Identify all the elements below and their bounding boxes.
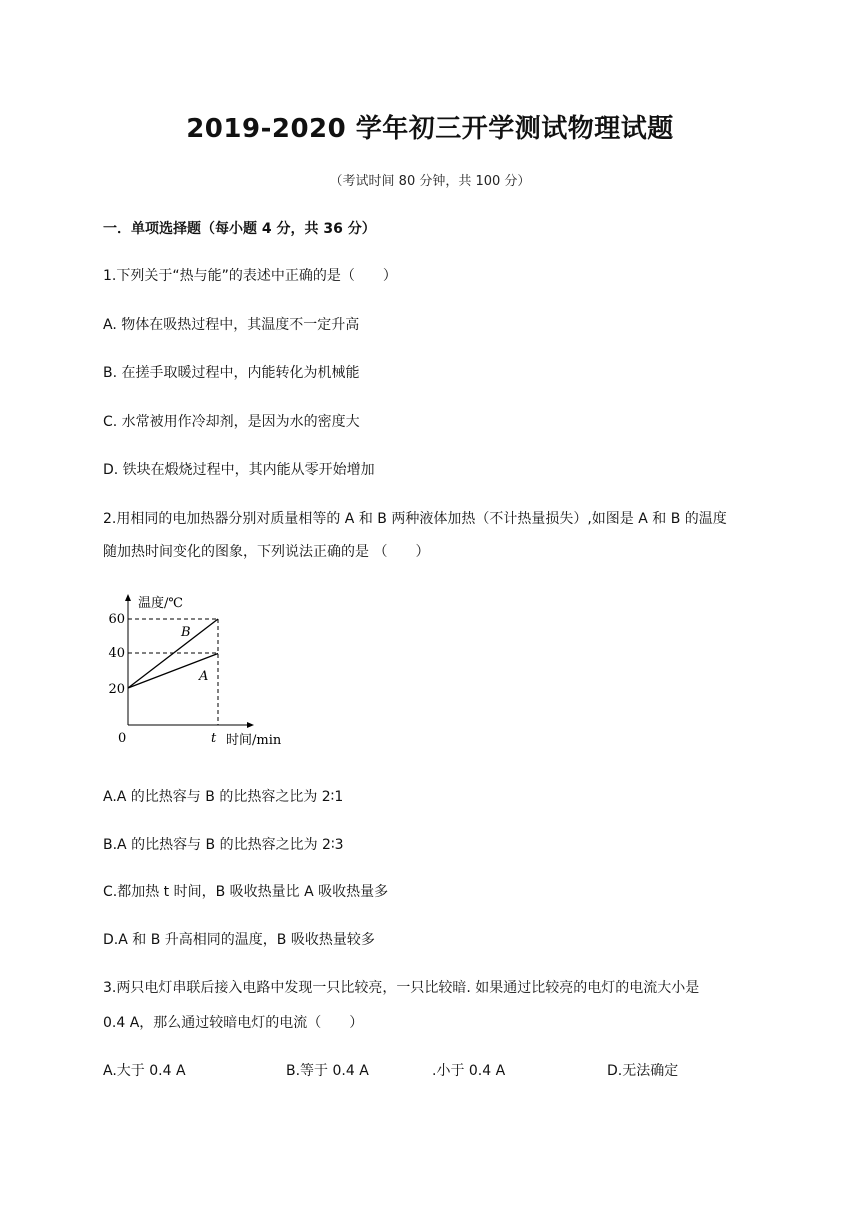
question-2-stem-line-2: 随加热时间变化的图象，下列说法正确的是 （ ） [103, 544, 430, 560]
question-1-option-a: A. 物体在吸热过程中，其温度不一定升高 [103, 317, 360, 333]
question-1-option-d: D. 铁块在煅烧过程中，其内能从零开始增加 [103, 462, 375, 478]
x-axis-arrow [247, 722, 254, 728]
y-axis-label: 温度/℃ [138, 596, 183, 611]
question-3-option-c: .小于 0.4 A [432, 1063, 506, 1079]
question-3-option-d: D.无法确定 [607, 1063, 679, 1079]
t-tick: t [211, 731, 217, 746]
question-1-option-b: B. 在搓手取暖过程中，内能转化为机械能 [103, 365, 360, 381]
exam-info: （考试时间 80 分钟，共 100 分） [329, 174, 531, 189]
question-2-option-c: C.都加热 t 时间，B 吸收热量比 A 吸收热量多 [103, 884, 389, 900]
page-title: 2019-2020 学年初三开学测试物理试题 [186, 114, 674, 144]
question-3-option-a: A.大于 0.4 A [103, 1063, 186, 1079]
question-2-stem-line-1: 2.用相同的电加热器分别对质量相等的 A 和 B 两种液体加热（不计热量损失）,如图是 A 和 B 的温度 [103, 511, 727, 527]
temperature-time-graph [100, 590, 300, 750]
question-1-option-c: C. 水常被用作冷却剂，是因为水的密度大 [103, 414, 360, 430]
question-2-option-a: A.A 的比热容与 B 的比热容之比为 2∶1 [103, 789, 344, 805]
y-tick-60: 60 [108, 612, 125, 627]
y-tick-40: 40 [108, 646, 125, 661]
question-2-option-b: B.A 的比热容与 B 的比热容之比为 2∶3 [103, 837, 344, 853]
series-b-label: B [181, 625, 191, 640]
y-tick-20: 20 [108, 682, 125, 697]
question-2-option-d: D.A 和 B 升高相同的温度，B 吸收热量较多 [103, 932, 375, 948]
question-3-option-b: B.等于 0.4 A [286, 1063, 369, 1079]
origin-label: 0 [118, 731, 127, 746]
question-3-stem-line-1: 3.两只电灯串联后接入电路中发现一只比较亮，一只比较暗. 如果通过比较亮的电灯的电流大小是 [103, 980, 700, 996]
section-heading: 一．单项选择题（每小题 4 分，共 36 分） [103, 221, 376, 237]
y-axis-arrow [125, 594, 131, 601]
x-axis-label: 时间/min [226, 733, 282, 748]
question-1-stem: 1.下列关于“热与能”的表述中正确的是（ ） [103, 268, 397, 284]
question-3-stem-line-2: 0.4 A，那么通过较暗电灯的电流（ ） [103, 1015, 364, 1031]
series-a-label: A [199, 669, 209, 684]
